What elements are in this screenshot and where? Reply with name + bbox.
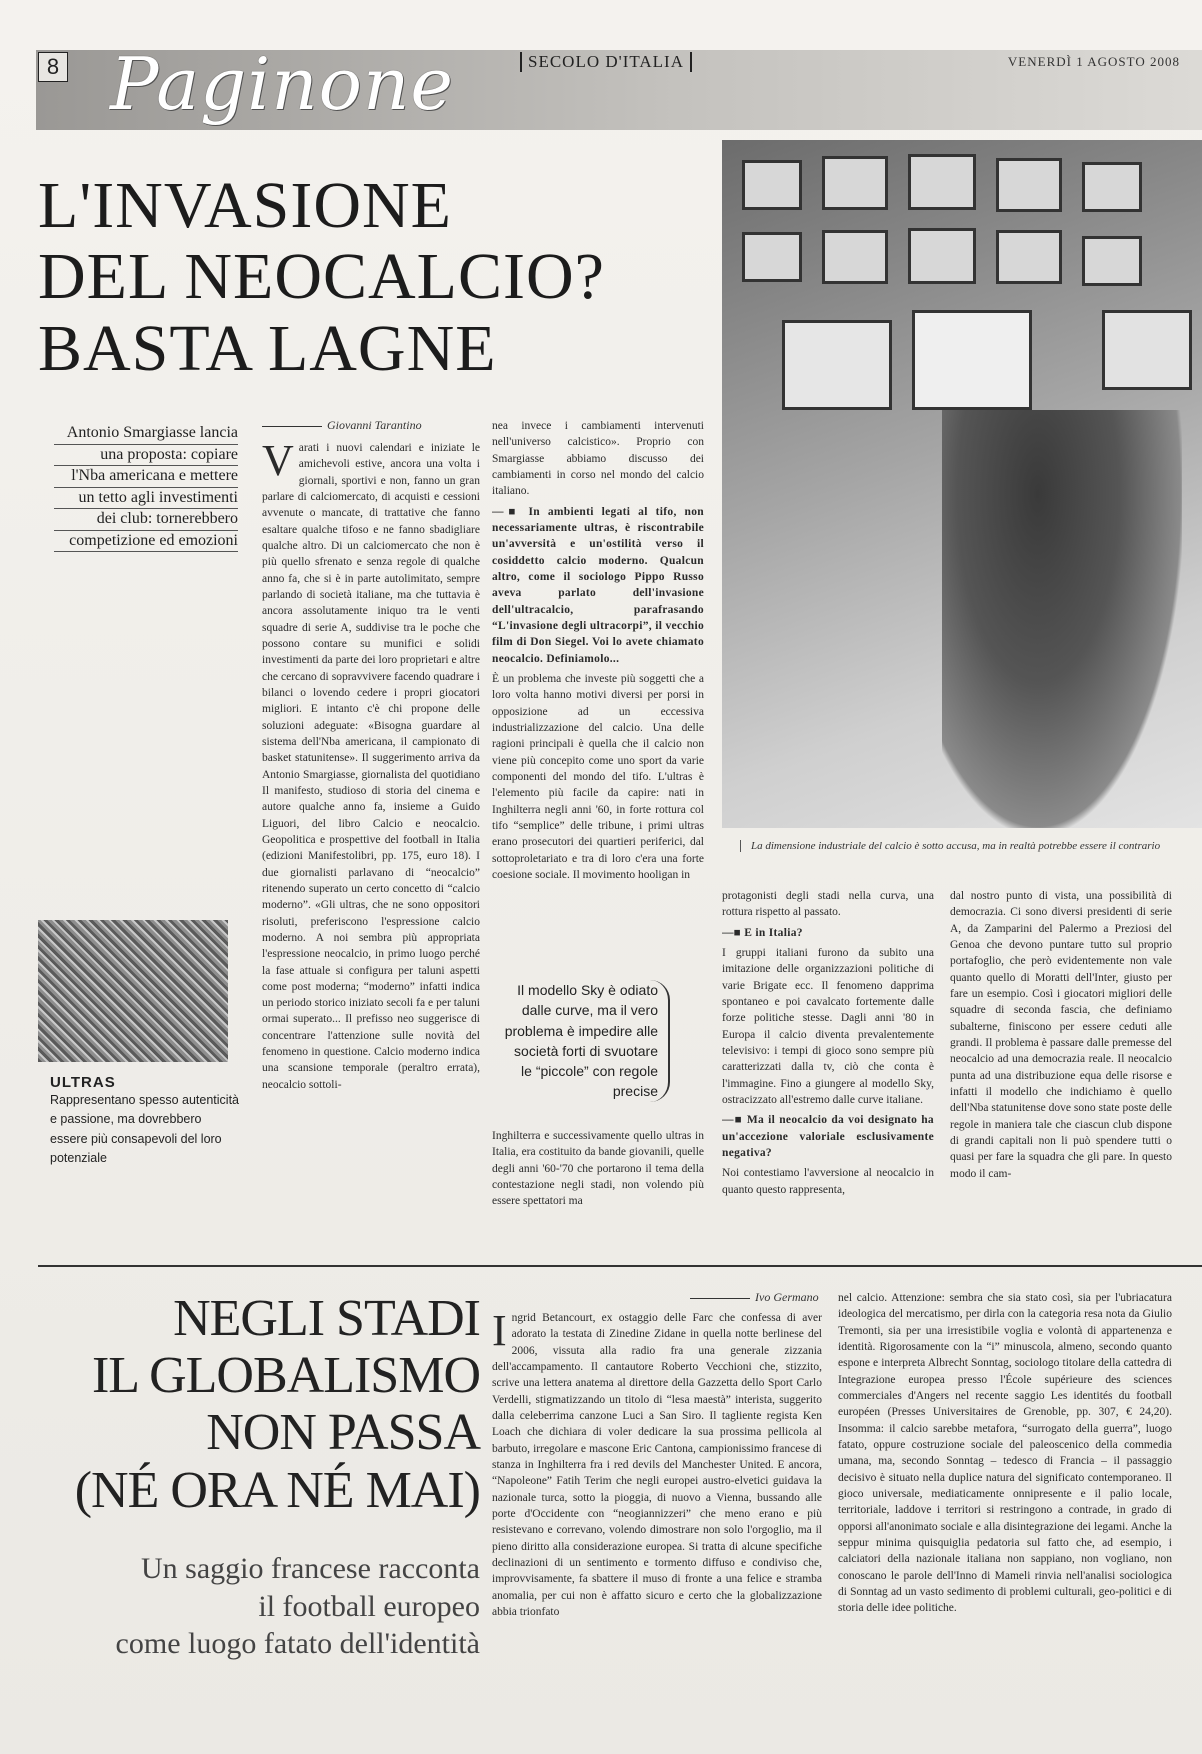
standfirst-line: una proposta: copiare — [54, 445, 238, 467]
headline-line: BASTA LAGNE — [38, 311, 497, 385]
dropcap: I — [492, 1310, 507, 1355]
column-text: nel calcio. Attenzione: sembra che sia stato così, sia per l'ubriacatura ideologica del mercatismo, per dirla con la categoria resa nota da Giulio Tremonti, sia per una irresistibile voglia e volontà di appartenenza e identità. Rigorosamente con la “i” minuscola, almeno, secondo quanto espone e interpreta Albrecht Sonntag, sociologo titolare della cattedra di Integrazione europea presso l'École supérieure des sciences commerciales d'Angers nel recente saggio Les identités du football européen (Presses Universitaires de Grenoble, pp. 307, € 24,20). Insomma: il calcio sarebbe metafora, “surrogato della guerra”, luogo fatato, oppure costruzione sociale del paleoscenico della commedia umana, ma, secondo Sonntag – tedesco di Francia – il passaggio decisivo è situato nella duplice natura del significato contemporaneo. Il gioco universale, mediaticamente onnipresente e il palio locale, territoriale, laddove i territori si restringono a contrade, in grado di opporsi all'anonimato sociale e alla disintegrazione dei legami. Anche la seppur minima quisquiglia pedatoria sul fatto che, ad esempio, i calciatori della nazionale italiana non sappiano, non vogliano, non conoscano le parole dell'Inno di Mameli rinvia nell'analisi sociologica di Sonntag ad un vasto sedimento di problemi culturali, geo-politici e di storia delle idee politiche. — [838, 1292, 1172, 1615]
standfirst-line: dei club: tornerebbero — [54, 509, 238, 531]
standfirst — [54, 423, 238, 552]
interview-question: —■ Ma il neocalcio da voi designato ha un'accezione valoriale esclusivamente negativa? — [722, 1112, 934, 1161]
headline-line: IL GLOBALISMO — [91, 1347, 480, 1405]
article-column-2-continued — [492, 1128, 704, 1232]
section-tag: Paginone — [110, 42, 454, 126]
subhead-line: come luogo fatato dell'identità — [115, 1627, 480, 1660]
control-room-photo — [722, 140, 1202, 828]
headline-line: NON PASSA — [206, 1404, 480, 1462]
article2-column-2 — [838, 1290, 1172, 1720]
caption-text: Rappresentano spesso autenticità e passione, ma dovrebbero essere più consapevoli del loro potenziale — [50, 1093, 240, 1166]
column-text: arati i nuovi calendari e iniziate le amichevoli estive, ancora una volta i giornali, sportivi e non, fanno un gran parlare di calciomercato, di acquisti e cessioni avvenute o mancate, di trattative che fanno esaltare qualche tifoso e ne fanno sbadigliare qualche altro. Di un calciomercato che non è più quello sfrenato e senza regole di qualche anno fa, che si è in parte autolimitato, sempre parlando di società italiane, ma che tuttavia è ancora assolutamente iniquo tra le venti squadre di serie A, suddivise tra le poche che possono contare su munifici e solidi investimenti da parte dei loro proprietari e altre che cercano di sopravvivere facendo quadrare i bilanci o lovendo cedere i propri giocatori migliori. E intanto c'è chi propone delle soluzioni adeguate: «Bisogna guardare al sistema dell'Nba americana, il campionato di basket statunitense». Il suggerimento arriva da Antonio Smargiasse, giornalista del quotidiano Il manifesto, studioso di storia del cinema e autore qualche anno fa, insieme a Guido Liguori, del libro Calcio e neocalcio. Geopolitica e prospettive del football in Italia (edizioni Manifestolibri, pp. 175, euro 18). I due giornalisti parlavano di “neocalcio” ritenendo superato un certo concetto di “calcio moderno”. «Gli ultras, che ne sono oppositori risoluti, preferiscono l'espressione calcio moderno. A noi sembra più appropriata l'espressione neocalcio, in primo luogo perché la fase attuale si configura per taluni aspetti come post moderna; “moderno” infatti indica un periodo storico iniziato secoli fa e per taluni ormai superato... Il prefisso neo suggerisce di concentrare l'attenzione sulle novità del fenomeno in questione. Calcio moderno indica una scansione temporale (peraltro errata), neocalcio sottoli- — [262, 442, 480, 1091]
operator-figure — [942, 410, 1182, 828]
standfirst-line: competizione ed emozioni — [54, 531, 238, 553]
masthead: SECOLO D'ITALIA — [520, 52, 692, 72]
column-text: ngrid Betancourt, ex ostaggio delle Farc che confessa di aver adorato la testata di Zinedine Zidane in quella notte berlinese del 2006, vissuta alla radio fra una generale zizzania dell'accampamento. Il cantautore Roberto Vecchioni che, stizzito, scrive una lettera anatema al direttore della Gazzetta dello Sport Carlo Verdelli, stigmatizzando un titolo di “lesa maestà” interista, suggerito dalla celeberrima canzone Luci a San Siro. Il tagliente regista Ken Loach che dichiara di voler dedicare la sua prossima pellicola al barbuto, irregolare e mascone Eric Cantona, campionissimo francese di stanza in Inghilterra fra i red devils del Manchester United. E ancora, “Napoleone” Fatih Terim che negli europei austro-elvetici guidava la nazionale turca, sotto la pioggia, di nuovo a Vienna, bussando alle porte d'Occidente con “neogiannizzeri” che meno erano e più resistevano e correvano, volendo dimostrare non solo l'orgoglio, ma il pieno diritto alla considerazione europea. Si tratta di alcune specifiche declinazioni di un sentimento e tormento diffuso e condiviso che, improvvisamente, fa sbattere il muso di fronte a una felice e stramba anomalia, per cui non è affatto sicuro e certo che la globalizzazione abbia trionfato — [492, 1312, 822, 1618]
article-divider — [38, 1265, 1202, 1267]
column-text: Noi contestiamo l'avversione al neocalcio in quanto questo rappresenta, — [722, 1167, 934, 1196]
ultras-crowd-photo — [38, 920, 228, 1062]
issue-date: VENERDÌ 1 AGOSTO 2008 — [1007, 54, 1180, 69]
article-column-2 — [492, 418, 704, 954]
page-number: 8 — [38, 52, 68, 82]
article-column-1 — [262, 440, 480, 1230]
subhead-line: il football europeo — [258, 1589, 480, 1623]
second-headline — [60, 1290, 480, 1519]
article-column-4 — [950, 888, 1172, 1232]
photo-caption: La dimensione industriale del calcio è sotto accusa, ma in realtà potrebbe essere il contrario — [740, 840, 1202, 852]
article-column-3 — [722, 888, 934, 1232]
column-text: I gruppi italiani furono da subito una imitazione delle organizzazioni politiche di varie Brigate ecc. Il fenomeno dapprima spontaneo e poi cavalcato fortemente dalle forze politiche stesse. Dagli anni '80 in Europa il calcio diventa prevalentemente televisivo: i tempi di gioco sono sempre più caratterizzati dalla tv, ciò che conta è l'immagine. Fino a giungere al modello Sky, ostracizzato all'estremo dalle curve italiane. — [722, 946, 934, 1106]
standfirst-line: un tetto agli investimenti — [54, 488, 238, 510]
interview-question: —■ In ambienti legati al tifo, non necessariamente ultras, è riscontrabile un'avversità e un'ostilità verso il cosiddetto calcio moderno. Qualcun altro, come il sociologo Pippo Russo aveva parlato dell'invasione dell'ultracalcio, parafrasando “L'invasione degli ultracorpi”, il vecchio film di Don Siegel. Voi lo avete chiamato neocalcio. Definiamolo... — [492, 504, 704, 667]
interview-question: —■ E in Italia? — [722, 925, 934, 941]
subhead-line: Un saggio francese racconta — [141, 1552, 480, 1585]
headline-line: L'INVASIONE — [38, 169, 452, 242]
column-text: nea invece i cambiamenti intervenuti nell'universo calcistico». Proprio con Smargiasse abbiamo discusso dei cambiamenti in corso nel mondo del calcio italiano. — [492, 420, 704, 498]
byline: Ivo Germano — [690, 1290, 819, 1305]
column-text: Inghilterra e successivamente quello ultras in Italia, era costituito da bande giovanili, quelle degli anni '60-'70 che portarono il tema della contestazione negli stadi, non volendo più essere spettatori ma — [492, 1130, 704, 1208]
column-text: protagonisti degli stadi nella curva, una rottura rispetto al passato. — [722, 890, 934, 919]
ultras-caption — [50, 1074, 240, 1169]
standfirst-line: l'Nba americana e mettere — [54, 466, 238, 488]
byline: Giovanni Tarantino — [262, 418, 422, 433]
second-subheadline — [40, 1550, 480, 1663]
article2-column-1 — [492, 1310, 822, 1720]
standfirst-line: Antonio Smargiasse lancia — [54, 423, 238, 445]
column-text: È un problema che investe più soggetti che a loro volta hanno motivi diversi per porsi in opposizione ad un eccessiva industrializzazione del calcio. Una delle ragioni principali è quella che il calcio non viene più concepito come uno sport da varie componenti del mondo del tifo. L'ultras è l'elemento più facile da capire: nati in Inghilterra negli anni '60, in forte rottura col tifo “semplice” delle tribune, i primi ultras erano prosecutori dei quartieri periferici, dal sottoproletariato e tra di loro c'era una forte coesione sociale. Il movimento hooligan in — [492, 672, 704, 881]
main-headline — [38, 170, 728, 384]
headline-line: DEL NEOCALCIO? — [38, 240, 605, 314]
headline-line: NEGLI STADI — [173, 1290, 480, 1347]
column-text: dal nostro punto di vista, una possibilità di democrazia. Ci sono diversi presidenti di serie A, da Zamparini del Palermo a Preziosi del Genoa che devono puntare tutto sul proprio portafoglio, che però evidentemente non vale quanto quello di Moratti dell'Inter, giusto per fare un esempio. Così i giocatori migliori delle squadre di seconda fascia, che definiamo subalterne, finiscono per essere ceduti alle grandi. Il problema è passare dalle premesse del neocalcio ad una democrazia reale. Il neocalcio punta ad una distribuzione equa delle risorse e infatti il modello che indichiamo è quello dell'Nba statunitense dove sono state poste delle regole in maniera tale che ciascun club dispone di grandi capitali non li può spendere tutti o quasi per fare la squadra che gli pare. In questo modo il cam- — [950, 890, 1172, 1180]
headline-line: (NÉ ORA NÉ MAI) — [74, 1461, 480, 1519]
dropcap: V — [262, 440, 294, 485]
caption-title: ULTRAS — [50, 1074, 116, 1091]
pull-quote: Il modello Sky è odiato dalle curve, ma il vero problema è impedire alle società forti di svuotare le “piccole” con regole precise — [500, 980, 670, 1102]
